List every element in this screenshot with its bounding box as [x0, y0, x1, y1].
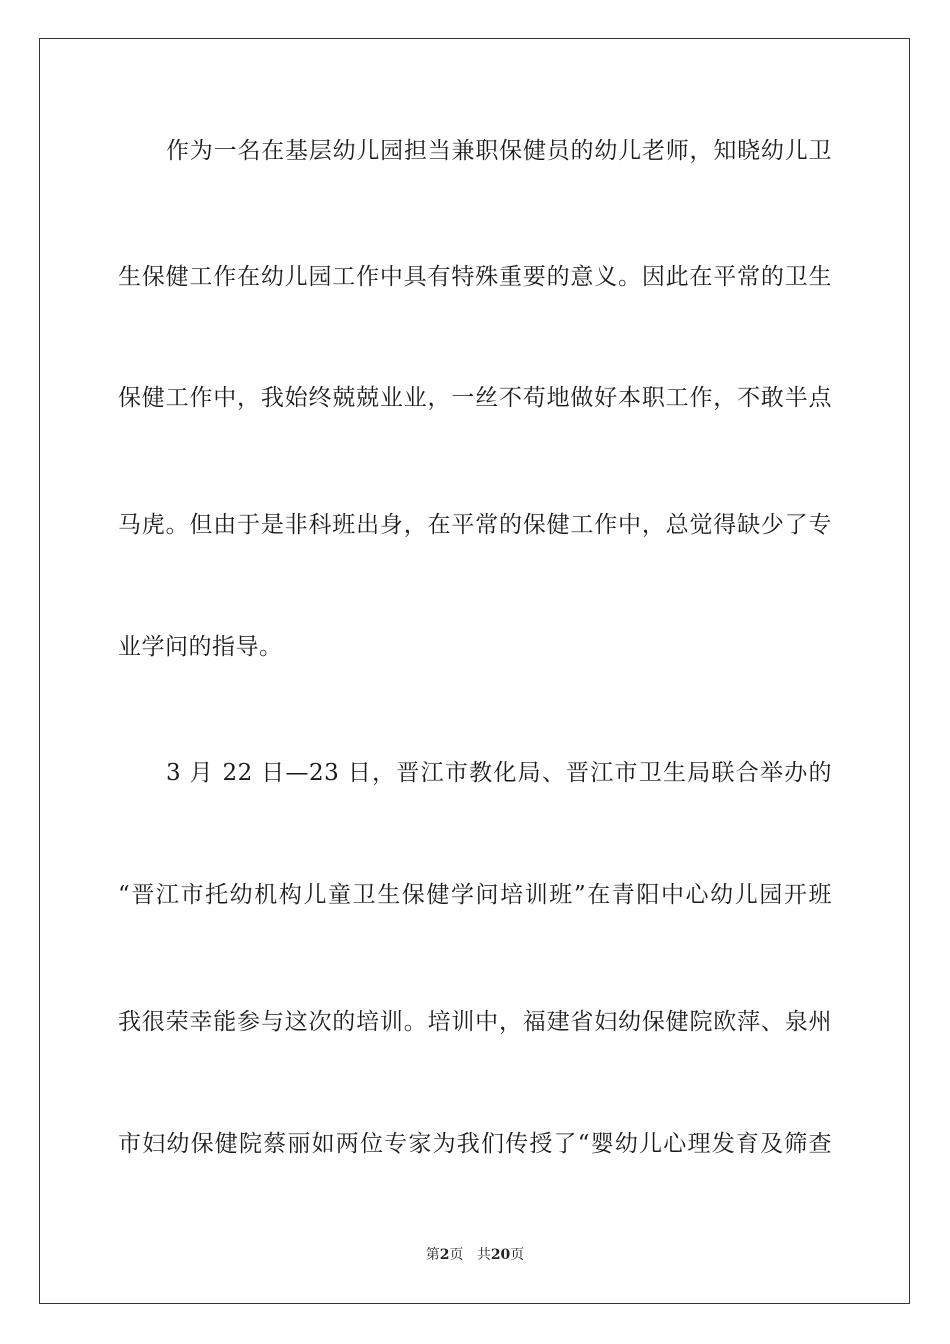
footer-page-suffix: 页 — [449, 1247, 464, 1263]
footer-total-pages: 20 — [490, 1247, 511, 1263]
paragraph-1-line-1: 作为一名在基层幼儿园担当兼职保健员的幼儿老师，知晓幼儿卫 — [166, 138, 832, 164]
footer-total-suffix: 页 — [510, 1247, 525, 1263]
paragraph-2-line-3: 我很荣幸能参与这次的培训。培训中，福建省妇幼保健院欧萍、泉州 — [118, 1009, 832, 1035]
footer-page-number: 2 — [439, 1247, 450, 1263]
paragraph-2-line-1: 3 月 22 日—23 日，晋江市教化局、晋江市卫生局联合举办的 — [166, 760, 832, 786]
paragraph-1-line-4: 马虎。但由于是非科班出身，在平常的保健工作中，总觉得缺少了专 — [118, 512, 832, 538]
paragraph-1-line-5: 业学问的指导。 — [118, 634, 283, 660]
page-footer — [0, 1246, 950, 1264]
page-frame — [39, 38, 910, 1304]
paragraph-2-line-2: “晋江市托幼机构儿童卫生保健学问培训班”在青阳中心幼儿园开班 — [118, 882, 832, 908]
footer-prefix: 第 — [425, 1247, 440, 1263]
paragraph-2-line-4: 市妇幼保健院蔡丽如两位专家为我们传授了“婴幼儿心理发育及筛查 — [118, 1131, 832, 1157]
paragraph-1-line-2: 生保健工作在幼儿园工作中具有特殊重要的意义。因此在平常的卫生 — [118, 264, 832, 290]
paragraph-1-line-3: 保健工作中，我始终兢兢业业，一丝不苟地做好本职工作，不敢半点 — [118, 385, 832, 411]
footer-total-prefix: 共 — [476, 1247, 491, 1263]
